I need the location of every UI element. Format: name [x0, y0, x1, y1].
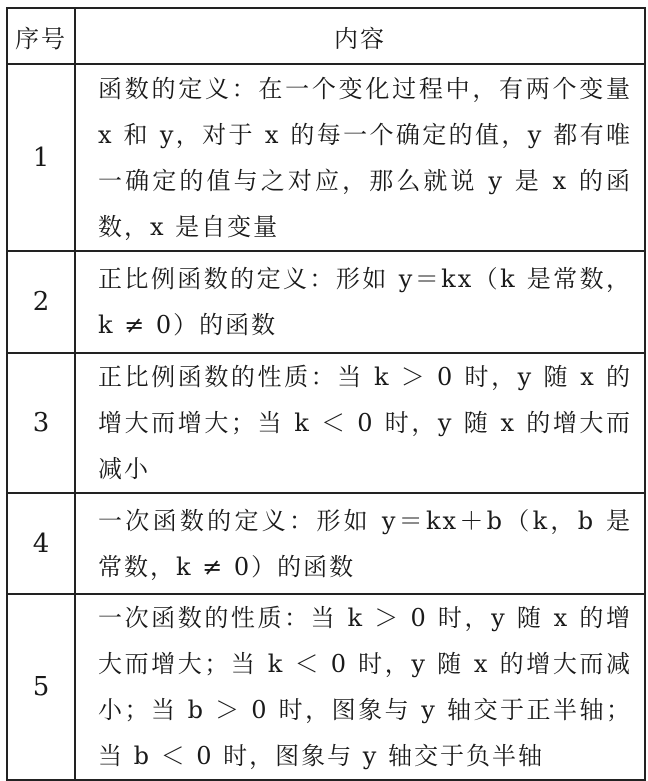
- header-index: 序号: [7, 8, 75, 64]
- header-row: [7, 8, 645, 64]
- header-content: 内容: [75, 8, 645, 64]
- row-index: 4: [7, 493, 75, 594]
- table-row: [7, 251, 645, 353]
- row-content: 一次函数的性质：当 k ＞ 0 时，y 随 x 的增大而增大；当 k ＜ 0 时，y 随 x 的增大而减小；当 b ＞ 0 时，图象与 y 轴交于正半轴；当 b ＜ 0 时，图象与 y 轴交于负半轴: [75, 594, 645, 780]
- row-index: 3: [7, 353, 75, 493]
- row-content: 正比例函数的定义：形如 y＝kx（k 是常数，k ≠ 0）的函数: [75, 251, 645, 353]
- row-content: 正比例函数的性质：当 k ＞ 0 时，y 随 x 的增大而增大；当 k ＜ 0 时，y 随 x 的增大而减小: [75, 353, 645, 493]
- table-row: [7, 353, 645, 493]
- table-row: [7, 64, 645, 251]
- row-index: 2: [7, 251, 75, 353]
- row-content: 一次函数的定义：形如 y＝kx＋b（k，b 是常数，k ≠ 0）的函数: [75, 493, 645, 594]
- content-table: [6, 7, 646, 781]
- row-index: 1: [7, 64, 75, 251]
- table-row: [7, 493, 645, 594]
- row-content: 函数的定义：在一个变化过程中，有两个变量 x 和 y，对于 x 的每一个确定的值，y 都有唯一确定的值与之对应，那么就说 y 是 x 的函数，x 是自变量: [75, 64, 645, 251]
- table-row: [7, 594, 645, 780]
- row-index: 5: [7, 594, 75, 780]
